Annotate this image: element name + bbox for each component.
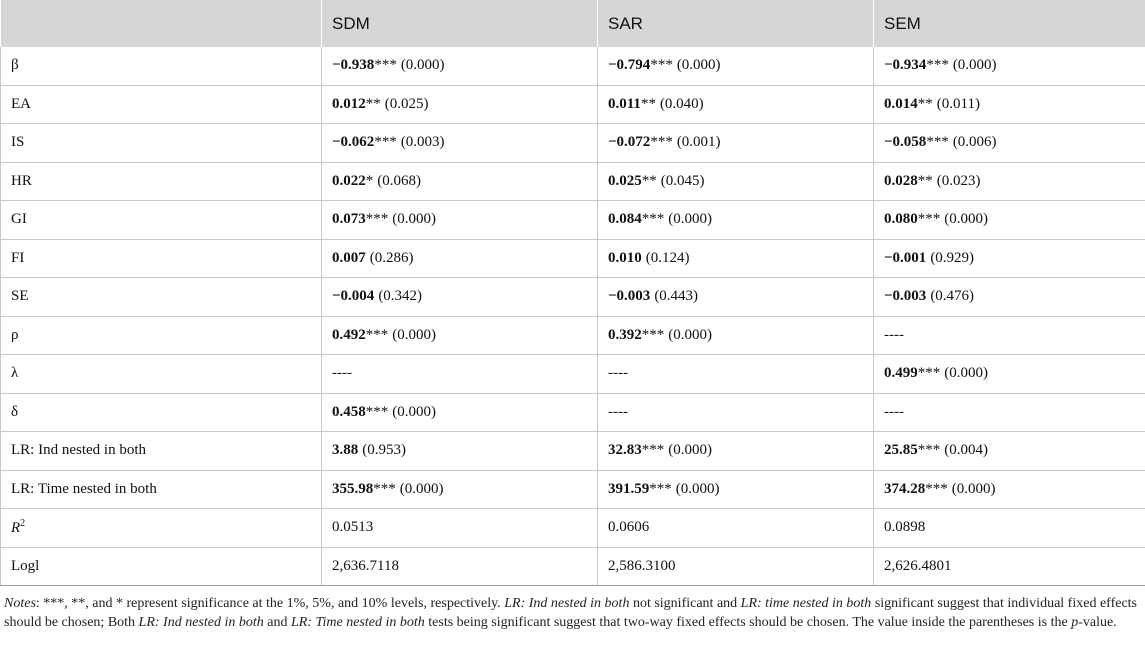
cell-value: 2,636.7118 (332, 557, 399, 574)
notes-term: LR: Ind nested in both (504, 596, 630, 611)
coefficient: 3.88 (332, 442, 359, 459)
significance-stars: *** (373, 480, 396, 497)
p-value: (0.004) (944, 442, 988, 459)
cell-value: ---- (332, 365, 352, 382)
cell-value: 0.0513 (332, 519, 374, 536)
table-row (1, 509, 1145, 548)
cell-value: ---- (884, 403, 904, 420)
row-label (1, 124, 322, 163)
coefficient: 0.011 (608, 95, 641, 112)
table-cell (322, 162, 598, 201)
table-cell (874, 509, 1145, 548)
table-cell (598, 316, 874, 355)
table-cell (874, 162, 1145, 201)
table-cell (322, 316, 598, 355)
p-value: (0.000) (392, 403, 436, 420)
significance-stars: *** (917, 365, 941, 382)
table-cell (874, 470, 1145, 509)
significance-stars: *** (649, 480, 672, 497)
p-value: (0.000) (668, 211, 712, 228)
header-cell-empty (1, 0, 322, 47)
table-cell (598, 162, 874, 201)
row-label (1, 85, 322, 124)
table-cell (322, 432, 598, 471)
row-label (1, 470, 322, 509)
table-row (1, 162, 1145, 201)
p-value: (0.000) (676, 57, 721, 74)
row-label (1, 547, 322, 586)
coefficient: −0.001 (884, 249, 927, 266)
cell-value: ---- (884, 326, 904, 343)
coefficient: 0.025 (608, 172, 642, 189)
row-label (1, 355, 322, 394)
significance-stars: *** (926, 57, 949, 74)
row-label-text: GI (11, 211, 27, 228)
coefficient: −0.003 (608, 288, 651, 305)
row-label-superscript: 2 (20, 518, 26, 530)
p-value: (0.040) (659, 95, 704, 112)
significance-stars: *** (641, 326, 665, 343)
table-cell (598, 47, 874, 85)
row-label-text: HR (11, 172, 32, 189)
coefficient: 0.492 (332, 326, 366, 343)
coefficient: −0.794 (608, 57, 651, 74)
coefficient: 32.83 (608, 442, 642, 459)
significance-stars: ** (641, 172, 657, 189)
row-label (1, 201, 322, 240)
row-label-text: LR: Ind nested in both (11, 442, 146, 459)
row-label-text: SE (11, 288, 29, 305)
table-cell (874, 201, 1145, 240)
header-cell-sdm: SDM (322, 0, 598, 47)
table-cell (322, 470, 598, 509)
row-label-text: R (11, 520, 21, 537)
significance-stars: *** (365, 403, 389, 420)
coefficient: 0.012 (332, 95, 366, 112)
significance-stars: *** (917, 442, 941, 459)
notes-label: Notes (4, 596, 36, 611)
coefficient: −0.938 (332, 57, 375, 74)
row-label-text: LR: Time nested in both (11, 480, 157, 497)
notes-term: LR: Ind nested in both (138, 615, 264, 630)
cell-value: ---- (608, 365, 628, 382)
p-value: (0.025) (384, 95, 429, 112)
cell-value: 2,586.3100 (608, 557, 676, 574)
header-cell-sem: SEM (874, 0, 1145, 47)
row-label-text: EA (11, 95, 31, 112)
table-row (1, 85, 1145, 124)
p-value: (0.023) (936, 172, 981, 189)
cell-value: 0.0898 (884, 519, 926, 536)
coefficient: 0.084 (608, 211, 642, 228)
table-header-row (1, 0, 1145, 47)
significance-stars: *** (374, 57, 397, 74)
coefficient: 0.028 (884, 172, 918, 189)
coefficient: 374.28 (884, 480, 926, 497)
significance-stars: *** (641, 442, 665, 459)
coefficient: 0.007 (332, 249, 366, 266)
coefficient: 0.073 (332, 211, 366, 228)
table-cell (598, 547, 874, 586)
row-label-text: λ (11, 365, 19, 382)
table-cell (598, 85, 874, 124)
coefficient: −0.934 (884, 57, 927, 74)
p-value: (0.929) (930, 249, 975, 266)
coefficient: 0.014 (884, 95, 918, 112)
significance-stars: *** (641, 211, 665, 228)
table-cell (322, 124, 598, 163)
notes-term: LR: time nested in both (740, 596, 872, 611)
p-value: (0.000) (668, 442, 712, 459)
table-cell (874, 547, 1145, 586)
table-cell (598, 432, 874, 471)
table-row (1, 547, 1145, 586)
table-cell (322, 355, 598, 394)
significance-stars: ** (640, 95, 656, 112)
row-label (1, 316, 322, 355)
p-value: (0.003) (400, 134, 445, 151)
table-cell (598, 355, 874, 394)
p-value: (0.000) (392, 211, 436, 228)
coefficient: 0.010 (608, 249, 642, 266)
coefficient: 0.392 (608, 326, 642, 343)
table-cell (598, 124, 874, 163)
significance-stars: *** (374, 134, 397, 151)
table-cell (598, 393, 874, 432)
table-cell (598, 239, 874, 278)
significance-stars: *** (925, 480, 948, 497)
p-value: (0.124) (645, 249, 690, 266)
table-row (1, 47, 1145, 85)
row-label-text: β (11, 57, 19, 74)
table-row (1, 470, 1145, 509)
p-value: (0.000) (944, 365, 988, 382)
p-value: (0.068) (377, 172, 421, 189)
p-value: (0.000) (400, 57, 445, 74)
row-label (1, 432, 322, 471)
row-label-text: ρ (11, 326, 19, 343)
significance-stars: *** (917, 211, 941, 228)
header-cell-sar: SAR (598, 0, 874, 47)
table-row (1, 355, 1145, 394)
coefficient: −0.058 (884, 134, 927, 151)
p-value: (0.443) (654, 288, 699, 305)
row-label (1, 162, 322, 201)
row-label-text: FI (11, 249, 25, 266)
row-label-text: Logl (11, 557, 40, 574)
p-value: (0.476) (930, 288, 975, 305)
significance-stars: *** (650, 57, 673, 74)
coefficient: 0.022 (332, 172, 366, 189)
table-cell (598, 278, 874, 317)
p-value: (0.000) (675, 480, 720, 497)
p-value: (0.000) (952, 57, 997, 74)
coefficient: 0.458 (332, 403, 366, 420)
table-cell (322, 85, 598, 124)
row-label-text: δ (11, 403, 19, 420)
significance-stars: ** (917, 172, 933, 189)
notes-text: : ***, **, and * represent significance at the 1%, 5%, and 10% levels, respectively. (35, 596, 505, 611)
p-value: (0.001) (676, 134, 721, 151)
table-row (1, 201, 1145, 240)
table-row (1, 278, 1145, 317)
coefficient: 391.59 (608, 480, 650, 497)
coefficient: −0.072 (608, 134, 651, 151)
cell-value: 2,626.4801 (884, 557, 952, 574)
table-cell (322, 278, 598, 317)
p-value: (0.286) (369, 249, 414, 266)
p-value: (0.000) (392, 326, 436, 343)
table-cell (322, 393, 598, 432)
table-row (1, 239, 1145, 278)
significance-stars: *** (365, 211, 389, 228)
table-cell (322, 239, 598, 278)
notes-term: p (1071, 615, 1079, 630)
row-label (1, 239, 322, 278)
notes-text: not significant and (629, 596, 741, 611)
notes-text: significant suggest that individual fixed effects should be chosen; Both (4, 596, 1137, 630)
row-label (1, 393, 322, 432)
table-cell (874, 47, 1145, 85)
coefficient: 25.85 (884, 442, 918, 459)
p-value: (0.000) (951, 480, 996, 497)
table-row (1, 432, 1145, 471)
table-cell (874, 85, 1145, 124)
coefficient: 0.080 (884, 211, 918, 228)
table-row (1, 316, 1145, 355)
p-value: (0.045) (660, 172, 705, 189)
p-value: (0.011) (936, 95, 980, 112)
p-value: (0.000) (399, 480, 444, 497)
table-cell (598, 509, 874, 548)
cell-value: 0.0606 (608, 519, 650, 536)
coefficient: −0.003 (884, 288, 927, 305)
significance-stars: ** (917, 95, 933, 112)
notes-text: and (263, 615, 291, 630)
table-cell (874, 393, 1145, 432)
table-row (1, 393, 1145, 432)
p-value: (0.000) (944, 211, 988, 228)
table-cell (874, 432, 1145, 471)
significance-stars: ** (365, 95, 381, 112)
notes-text: tests being significant suggest that two-way fixed effects should be chosen. The value inside the parentheses is the (424, 615, 1072, 630)
p-value: (0.342) (378, 288, 423, 305)
row-label (1, 47, 322, 85)
p-value: (0.006) (952, 134, 997, 151)
coefficient: 0.499 (884, 365, 918, 382)
significance-stars: * (365, 172, 374, 189)
row-label (1, 278, 322, 317)
significance-stars: *** (365, 326, 389, 343)
coefficient: −0.062 (332, 134, 375, 151)
table-cell (874, 124, 1145, 163)
table-row (1, 124, 1145, 163)
coefficient: −0.004 (332, 288, 375, 305)
table-notes (4, 594, 1140, 632)
row-label-text: IS (11, 134, 25, 151)
table-cell (874, 316, 1145, 355)
table-cell (322, 547, 598, 586)
notes-term: LR: Time nested in both (290, 615, 425, 630)
table-cell (874, 355, 1145, 394)
table-cell (322, 201, 598, 240)
p-value: (0.953) (362, 442, 406, 459)
significance-stars: *** (926, 134, 949, 151)
table-cell (322, 509, 598, 548)
table-cell (322, 47, 598, 85)
coefficient: 355.98 (332, 480, 374, 497)
cell-value: ---- (608, 403, 628, 420)
row-label (1, 509, 322, 548)
table-cell (598, 201, 874, 240)
table-cell (874, 239, 1145, 278)
significance-stars: *** (650, 134, 673, 151)
table-body (1, 47, 1145, 586)
table-cell (598, 470, 874, 509)
p-value: (0.000) (668, 326, 712, 343)
table-cell (874, 278, 1145, 317)
notes-text: -value. (1078, 615, 1117, 630)
